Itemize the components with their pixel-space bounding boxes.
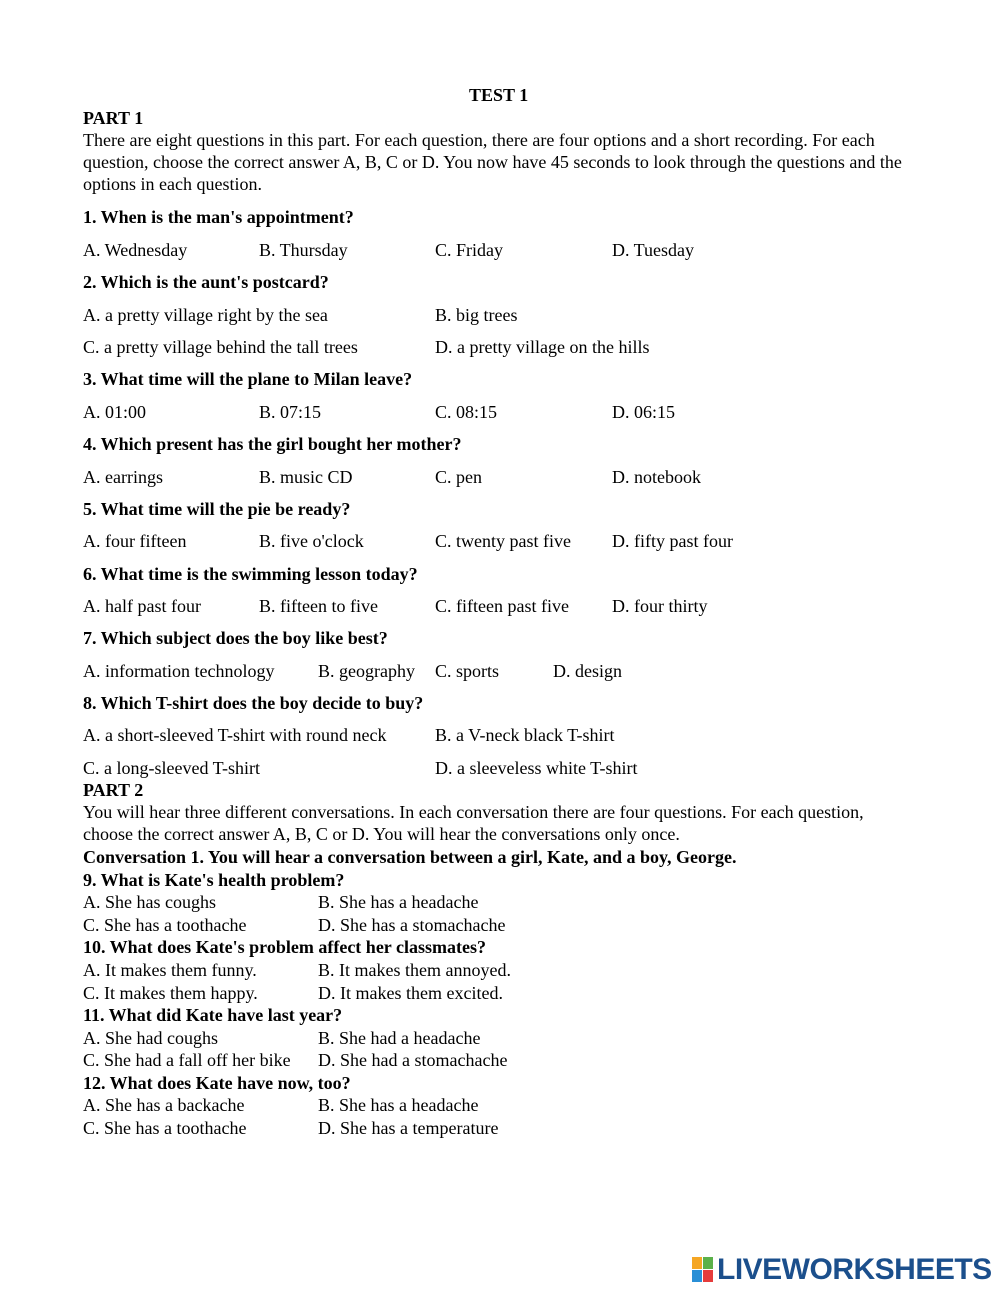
logo-square-4 <box>703 1270 713 1282</box>
q8-option-b[interactable]: B. a V-neck black T-shirt <box>435 725 615 745</box>
q2-option-b[interactable]: B. big trees <box>435 305 518 325</box>
q12-option-a[interactable]: A. She has a backache <box>83 1095 245 1115</box>
logo-mark-icon <box>692 1257 714 1283</box>
question-4: 4. Which present has the girl bought her mother? <box>83 434 462 454</box>
q3-option-b[interactable]: B. 07:15 <box>259 402 322 422</box>
question-1: 1. When is the man's appointment? <box>83 207 354 227</box>
part2-instructions: You will hear three different conversations. In each conversation there are four questions. For each question, choose the correct answer A, B, C or D. You will hear the conversations only once. <box>83 802 864 844</box>
logo-square-1 <box>692 1257 702 1269</box>
q1-option-b[interactable]: B. Thursday <box>259 240 348 260</box>
q8-option-c[interactable]: C. a long-sleeved T-shirt <box>83 758 260 778</box>
q7-option-c[interactable]: C. sports <box>435 661 500 681</box>
question-2: 2. Which is the aunt's postcard? <box>83 272 329 292</box>
liveworksheets-logo[interactable] <box>692 1254 992 1286</box>
q11-option-b[interactable]: B. She had a headache <box>318 1028 481 1048</box>
q2-option-d[interactable]: D. a pretty village on the hills <box>435 337 650 357</box>
q1-option-c[interactable]: C. Friday <box>435 240 504 260</box>
logo-text: LIVEWORKSHEETS <box>717 1253 992 1286</box>
q9-option-b[interactable]: B. She has a headache <box>318 892 479 912</box>
q7-option-a[interactable]: A. information technology <box>83 661 275 681</box>
q11-option-a[interactable]: A. She had coughs <box>83 1028 218 1048</box>
q6-option-d[interactable]: D. four thirty <box>612 596 708 616</box>
question-9: 9. What is Kate's health problem? <box>83 870 345 890</box>
part2-heading: PART 2 <box>83 780 144 800</box>
question-3: 3. What time will the plane to Milan leave? <box>83 369 413 389</box>
q6-option-c[interactable]: C. fifteen past five <box>435 596 569 616</box>
q12-option-d[interactable]: D. She has a temperature <box>318 1118 499 1138</box>
q8-option-d[interactable]: D. a sleeveless white T-shirt <box>435 758 638 778</box>
question-6: 6. What time is the swimming lesson today? <box>83 564 418 584</box>
question-5: 5. What time will the pie be ready? <box>83 499 351 519</box>
q6-option-b[interactable]: B. fifteen to five <box>259 596 378 616</box>
q12-option-b[interactable]: B. She has a headache <box>318 1095 479 1115</box>
q5-option-b[interactable]: B. five o'clock <box>259 531 364 551</box>
q5-option-a[interactable]: A. four fifteen <box>83 531 187 551</box>
logo-square-3 <box>692 1270 702 1282</box>
q9-option-c[interactable]: C. She has a toothache <box>83 915 247 935</box>
question-12: 12. What does Kate have now, too? <box>83 1073 351 1093</box>
q11-option-c[interactable]: C. She had a fall off her bike <box>83 1050 291 1070</box>
question-10: 10. What does Kate's problem affect her classmates? <box>83 937 486 957</box>
question-11: 11. What did Kate have last year? <box>83 1005 343 1025</box>
q3-option-c[interactable]: C. 08:15 <box>435 402 498 422</box>
part1-instructions: There are eight questions in this part. For each question, there are four options and a short recording. For each question, choose the correct answer A, B, C or D. You now have 45 seconds to look through the questions and the options in each question. <box>83 130 902 194</box>
q10-option-d[interactable]: D. It makes them excited. <box>318 983 503 1003</box>
q8-option-a[interactable]: A. a short-sleeved T-shirt with round neck <box>83 725 387 745</box>
q10-option-c[interactable]: C. It makes them happy. <box>83 983 258 1003</box>
q7-option-b[interactable]: B. geography <box>318 661 415 681</box>
q4-option-c[interactable]: C. pen <box>435 467 482 487</box>
q1-option-a[interactable]: A. Wednesday <box>83 240 188 260</box>
q3-option-d[interactable]: D. 06:15 <box>612 402 675 422</box>
q4-option-b[interactable]: B. music CD <box>259 467 353 487</box>
question-7: 7. Which subject does the boy like best? <box>83 628 388 648</box>
q10-option-a[interactable]: A. It makes them funny. <box>83 960 257 980</box>
q11-option-d[interactable]: D. She had a stomachache <box>318 1050 508 1070</box>
q1-option-d[interactable]: D. Tuesday <box>612 240 695 260</box>
q5-option-c[interactable]: C. twenty past five <box>435 531 571 551</box>
q9-option-a[interactable]: A. She has coughs <box>83 892 216 912</box>
q9-option-d[interactable]: D. She has a stomachache <box>318 915 506 935</box>
q12-option-c[interactable]: C. She has a toothache <box>83 1118 247 1138</box>
part1-heading: PART 1 <box>83 108 144 128</box>
logo-square-2 <box>703 1257 713 1269</box>
q5-option-d[interactable]: D. fifty past four <box>612 531 733 551</box>
q3-option-a[interactable]: A. 01:00 <box>83 402 146 422</box>
q2-option-c[interactable]: C. a pretty village behind the tall trees <box>83 337 358 357</box>
conversation-1-intro: Conversation 1. You will hear a conversation between a girl, Kate, and a boy, George. <box>83 847 737 867</box>
test-title: TEST 1 <box>469 85 529 105</box>
q4-option-d[interactable]: D. notebook <box>612 467 701 487</box>
q2-option-a[interactable]: A. a pretty village right by the sea <box>83 305 328 325</box>
q7-option-d[interactable]: D. design <box>553 661 622 681</box>
q4-option-a[interactable]: A. earrings <box>83 467 163 487</box>
question-8: 8. Which T-shirt does the boy decide to buy? <box>83 693 424 713</box>
q6-option-a[interactable]: A. half past four <box>83 596 201 616</box>
q10-option-b[interactable]: B. It makes them annoyed. <box>318 960 511 980</box>
